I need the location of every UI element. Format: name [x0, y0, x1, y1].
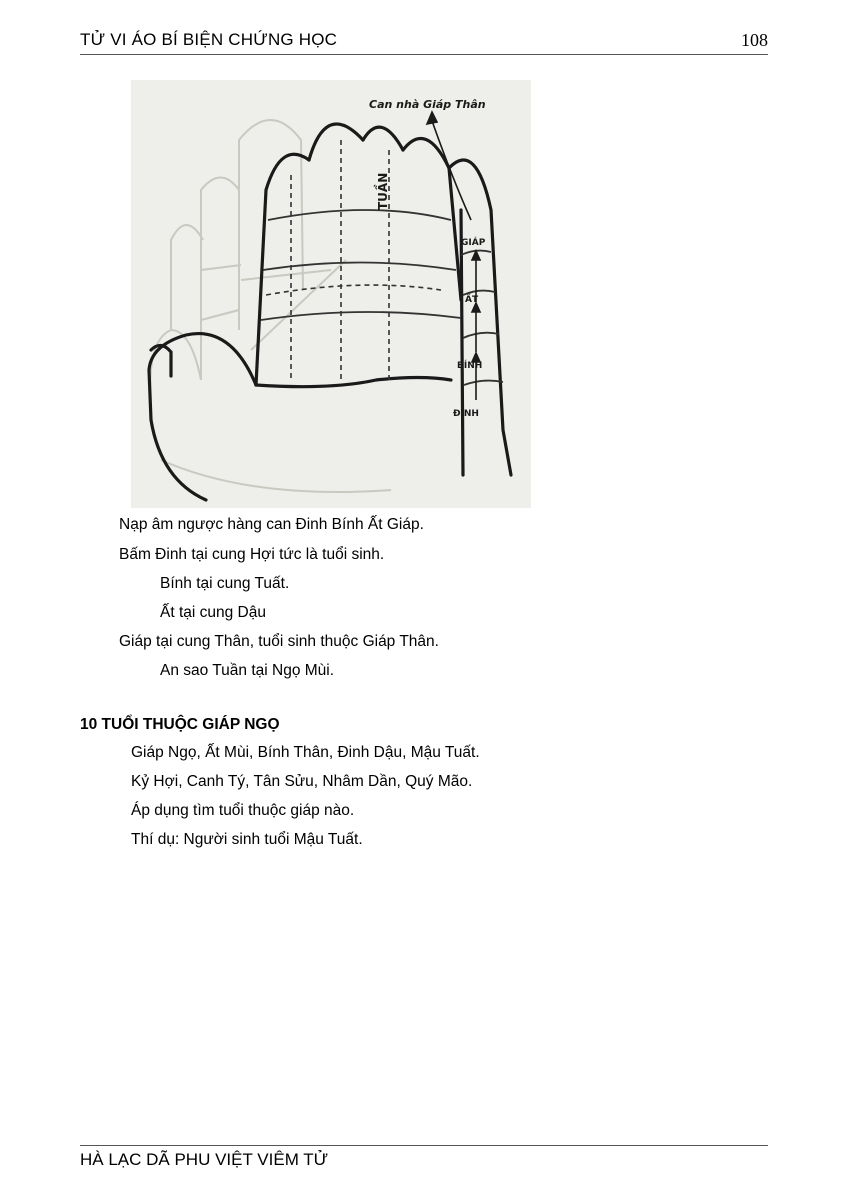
footer-divider [80, 1145, 768, 1146]
running-footer: HÀ LẠC DÃ PHU VIỆT VIÊM TỬ [80, 1150, 329, 1169]
header-divider [80, 54, 768, 55]
body-line: Ất tại cung Dậu [160, 604, 266, 621]
hand-outline [149, 124, 511, 500]
finger-label: TUẦN [376, 172, 390, 210]
body-line: Bấm Đinh tại cung Hợi tức là tuổi sinh. [119, 546, 385, 563]
body-line: Bính tại cung Tuất. [160, 575, 290, 592]
stem-label-dinh: ĐINH [453, 409, 479, 419]
section-line: Áp dụng tìm tuổi thuộc giáp nào. [131, 802, 355, 819]
body-line: Nạp âm ngược hàng can Đinh Bính Ất Giáp. [119, 516, 424, 533]
body-line: An sao Tuần tại Ngọ Mùi. [160, 662, 335, 679]
section-line: Kỷ Hợi, Canh Tý, Tân Sửu, Nhâm Dần, Quý Mão. [131, 773, 473, 790]
hand-diagram [131, 80, 531, 508]
running-header-title: TỬ VI ÁO BÍ BIỆN CHỨNG HỌC [80, 30, 338, 49]
stem-label-at: ẤT [465, 295, 479, 305]
stem-label-binh: BÍNH [457, 361, 483, 371]
section-line: Giáp Ngọ, Ất Mùi, Bính Thân, Đinh Dậu, Mậu Tuất. [131, 744, 480, 761]
annotation-arrow [427, 112, 471, 220]
section-heading: 10 TUỔI THUỘC GIÁP NGỌ [80, 716, 280, 733]
hand-diagram-figure [131, 80, 531, 508]
section-line: Thí dụ: Người sinh tuổi Mậu Tuất. [131, 831, 363, 848]
dashed-guides [266, 140, 441, 380]
annotation-label: Can nhà Giáp Thân [369, 98, 486, 111]
body-line: Giáp tại cung Thân, tuổi sinh thuộc Giáp Thân. [119, 633, 439, 650]
stem-arrows [472, 251, 480, 400]
page-number: 108 [741, 30, 768, 50]
stem-label-giap: GIÁP [461, 238, 486, 248]
